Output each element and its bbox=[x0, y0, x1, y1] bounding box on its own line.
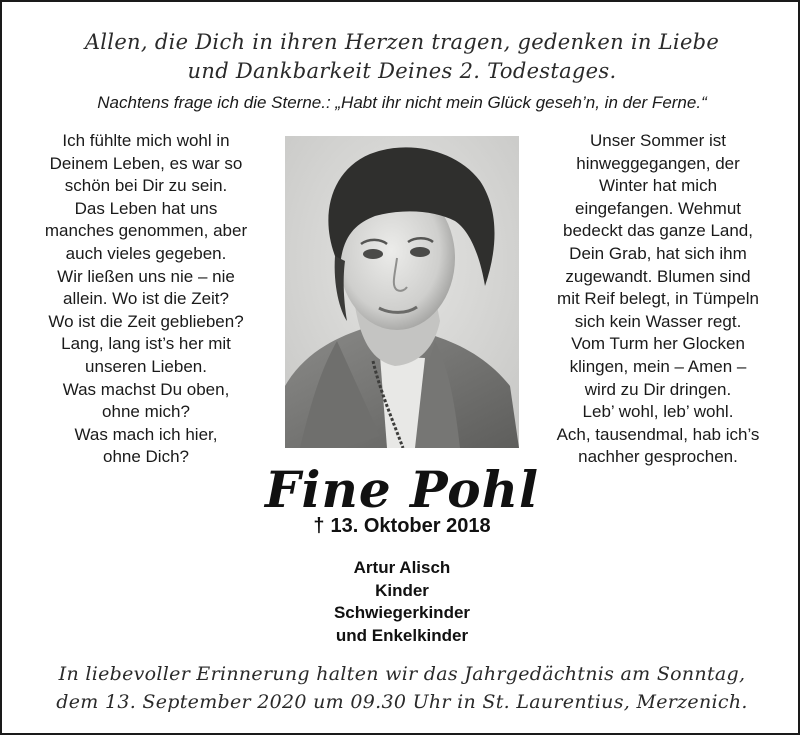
poem-left-line: Was mach ich hier, bbox=[74, 424, 218, 444]
poem-right bbox=[538, 130, 778, 469]
intro-text bbox=[2, 28, 800, 86]
poem-left-line: Wo ist die Zeit geblieben? bbox=[48, 311, 244, 331]
poem-left-line: schön bei Dir zu sein. bbox=[64, 176, 228, 196]
poem-right-line: nachher gesprochen. bbox=[578, 447, 738, 467]
cross-icon: † bbox=[313, 515, 325, 537]
poem-right-line: mit Reif belegt, in Tümpeln bbox=[557, 289, 759, 309]
deceased-name: Fine Pohl bbox=[264, 460, 539, 519]
poem-right-line: Dein Grab, hat sich ihm bbox=[569, 243, 747, 263]
poem-left-line: ohne Dich? bbox=[102, 447, 189, 467]
poem-left-line: auch vieles gegeben. bbox=[65, 243, 227, 263]
mourner: Artur Alisch bbox=[353, 558, 451, 577]
poem-right-line: Unser Sommer ist bbox=[589, 131, 727, 150]
poem-right-line: Vom Turm her Glocken bbox=[571, 334, 745, 354]
poem-right-line: Winter hat mich bbox=[598, 176, 718, 196]
portrait-photo bbox=[285, 136, 519, 448]
poem-left-line: Das Leben hat uns bbox=[74, 198, 218, 218]
poem-right-line: zugewandt. Blumen sind bbox=[565, 266, 751, 286]
intro-line-1: Allen, die Dich in ihren Herzen tragen, gedenken in Liebe bbox=[84, 30, 720, 54]
poem-right-line: bedeckt das ganze Land, bbox=[563, 221, 753, 241]
mourner: und Enkelkinder bbox=[335, 625, 469, 645]
poem-right-line: Leb’ wohl, leb’ wohl. bbox=[582, 402, 734, 422]
poem-left bbox=[26, 130, 266, 469]
poem-right-line: eingefangen. Wehmut bbox=[574, 198, 742, 218]
closing-line-2: dem 13. September 2020 um 09.30 Uhr in St. Laurentius, Merzenich. bbox=[56, 691, 748, 713]
poem-left-line: Was machst Du oben, bbox=[62, 379, 230, 399]
poem-right-line: sich kein Wasser regt. bbox=[574, 311, 742, 331]
death-date: 13. Oktober 2018 bbox=[330, 515, 491, 537]
mourner: Schwiegerkinder bbox=[333, 603, 471, 622]
poem-left-line: manches genommen, aber bbox=[44, 221, 248, 241]
quote-line: Nachtens frage ich die Sterne.: „Habt ihr nicht mein Glück geseh’n, in der Ferne.“ bbox=[97, 93, 707, 112]
closing-line-1: In liebevoller Erinnerung halten wir das Jahrgedächtnis am Sonntag, bbox=[58, 663, 746, 685]
poem-left-line: allein. Wo ist die Zeit? bbox=[63, 289, 229, 309]
closing-text bbox=[2, 660, 800, 716]
poem-left-line: Deinem Leben, es war so bbox=[49, 153, 243, 173]
poem-right-line: hinweggegangen, der bbox=[576, 153, 740, 173]
poem-left-line: Lang, lang ist’s her mit bbox=[61, 334, 231, 354]
portrait-photo-icon bbox=[285, 136, 519, 448]
poem-left-line: unseren Lieben. bbox=[85, 356, 207, 376]
poem-left-line: Ich fühlte mich wohl in bbox=[62, 131, 230, 150]
poem-left-line: Wir ließen uns nie – nie bbox=[57, 266, 235, 286]
mourner: Kinder bbox=[375, 580, 429, 600]
poem-right-line: Ach, tausendmal, hab ich’s bbox=[556, 424, 760, 444]
mourners-list bbox=[2, 557, 800, 647]
poem-right-line: klingen, mein – Amen – bbox=[569, 356, 747, 376]
death-date-line bbox=[2, 515, 800, 538]
poem-right-line: wird zu Dir dringen. bbox=[584, 379, 732, 399]
intro-line-2: und Dankbarkeit Deines 2. Todestages. bbox=[187, 59, 617, 83]
poem-left-line: ohne mich? bbox=[102, 402, 190, 422]
